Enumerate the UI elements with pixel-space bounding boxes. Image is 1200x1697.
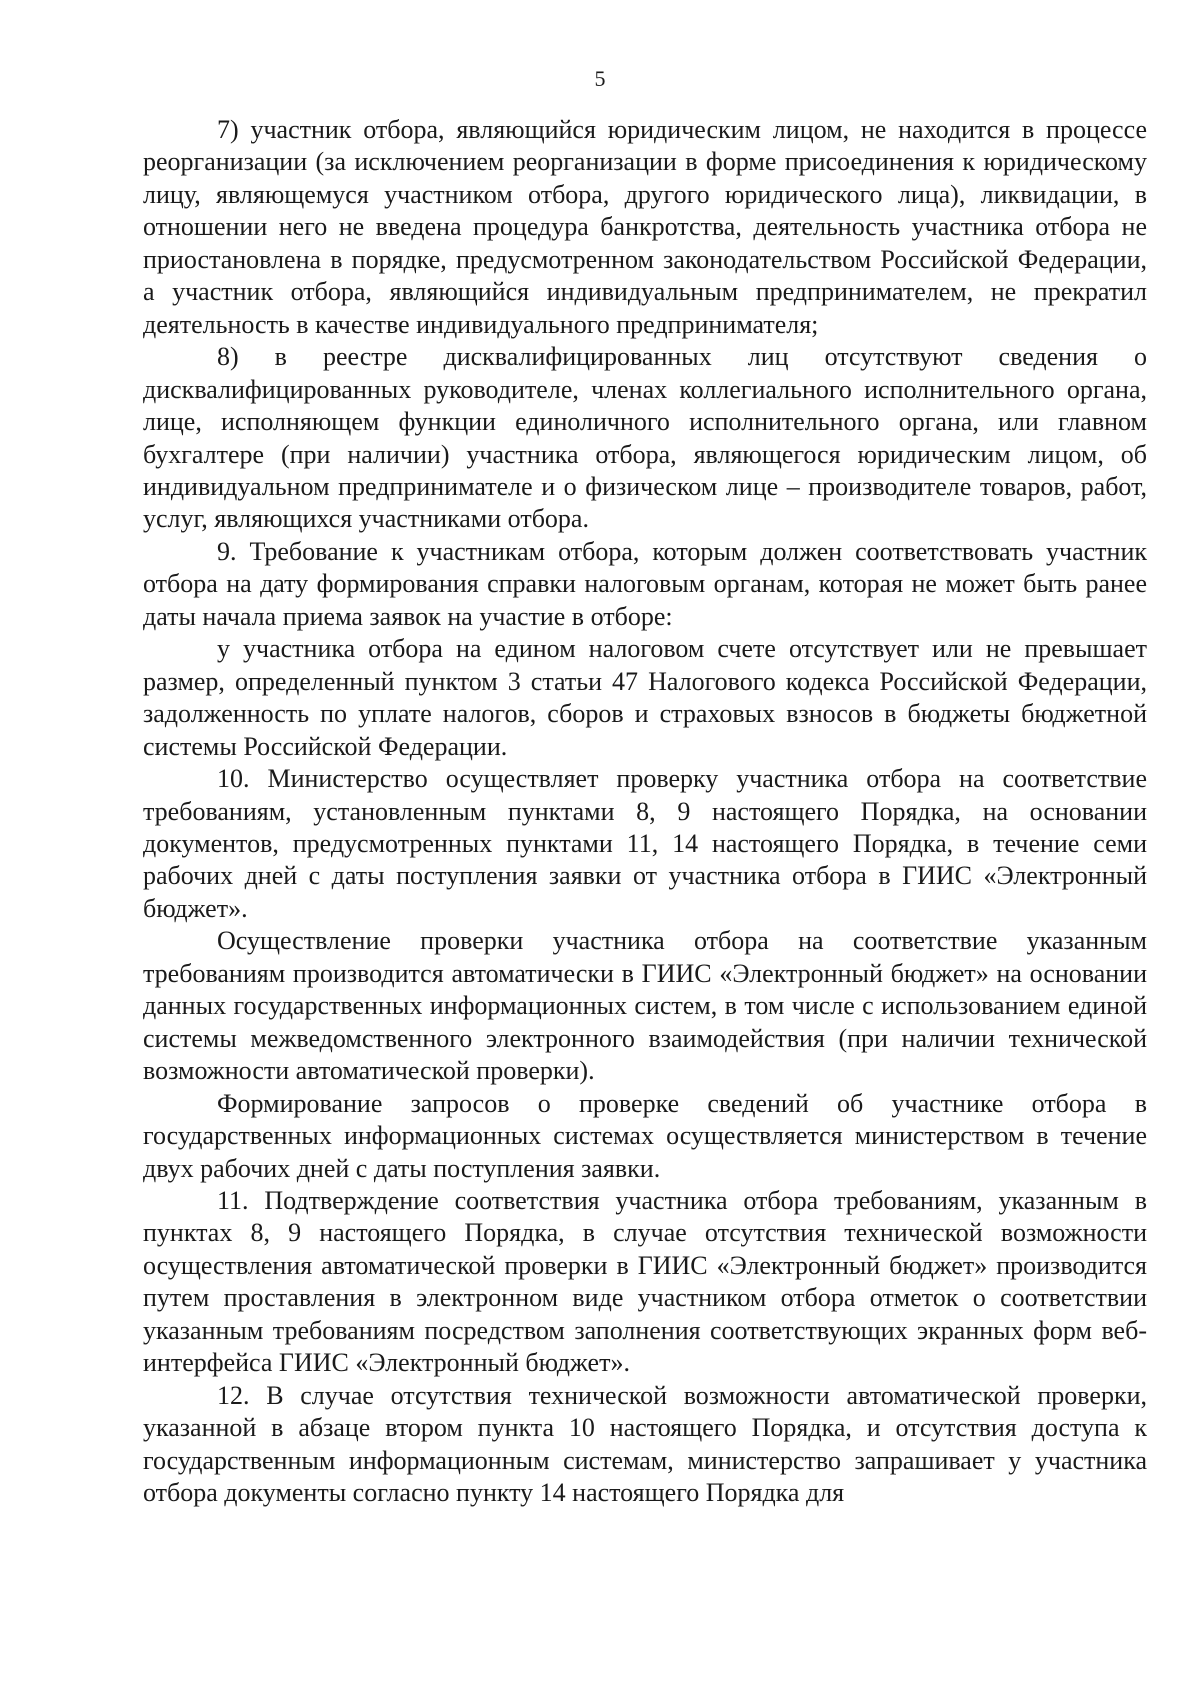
paragraph-clause-10-requests: Формирование запросов о проверке сведений об участнике отбора в государственных информационных системах осуществляется министерством в течение двух рабочих дней с даты поступления заявки. xyxy=(143,1088,1147,1183)
paragraph-clause-9-requirement: у участника отбора на едином налоговом счете отсутствует или не превышает размер, определенный пунктом 3 статьи 47 Налогового кодекса Российской Федерации, задолженность по уплате налогов, сборов и страховых взносов в бюджеты бюджетной системы Российской Федерации. xyxy=(143,634,1147,761)
paragraph-clause-9: 9. Требование к участникам отбора, которым должен соответствовать участник отбора на дату формирования справки налоговым органам, которая не может быть ранее даты начала приема заявок на участие в отборе: xyxy=(143,536,1147,631)
paragraph-clause-11: 11. Подтверждение соответствия участника отбора требованиям, указанным в пунктах 8, 9 настоящего Порядка, в случае отсутствия технической возможности осуществления автоматической проверки в ГИИС «Электронный бюджет» производится путем проставления в электронном виде участником отбора отметок о соответствии указанным требованиям посредством заполнения соответствующих экранных форм веб-интерфейса ГИИС «Электронный бюджет». xyxy=(143,1185,1147,1378)
paragraph-clause-10-automatic-check: Осуществление проверки участника отбора на соответствие указанным требованиям производится автоматически в ГИИС «Электронный бюджет» на основании данных государственных информационных систем, в том числе с использованием единой системы межведомственного электронного взаимодействия (при наличии технической возможности автоматической проверки). xyxy=(143,926,1147,1086)
paragraph-item-7: 7) участник отбора, являющийся юридическим лицом, не находится в процессе реорганизации (за исключением реорганизации в форме присоединения к юридическому лицу, являющемуся участником отбора, другого юридического лица), ликвидации, в отношении него не введена процедура банкротства, деятельность участника отбора не приостановлена в порядке, предусмотренном законодательством Российской Федерации, а участник отбора, являющийся индивидуальным предпринимателем, не прекратил деятельность в качестве индивидуального предпринимателя; xyxy=(143,115,1147,339)
paragraph-item-8: 8) в реестре дисквалифицированных лиц отсутствуют сведения о дисквалифицированных руководителе, членах коллегиального исполнительного органа, лице, исполняющем функции единоличного исполнительного органа, или главном бухгалтере (при наличии) участника отбора, являющегося юридическим лицом, об индивидуальном предпринимателе и о физическом лице – производителе товаров, работ, услуг, являющихся участниками отбора. xyxy=(143,342,1147,534)
document-body xyxy=(143,114,1147,1509)
paragraph-clause-10: 10. Министерство осуществляет проверку участника отбора на соответствие требованиям, установленным пунктами 8, 9 настоящего Порядка, на основании документов, предусмотренных пунктами 11, 14 настоящего Порядка, в течение семи рабочих дней с даты поступления заявки от участника отбора в ГИИС «Электронный бюджет». xyxy=(143,764,1147,923)
paragraph-clause-12: 12. В случае отсутствия технической возможности автоматической проверки, указанной в абзаце втором пункта 10 настоящего Порядка, и отсутствия доступа к государственным информационным системам, министерство запрашивает у участника отбора документы согласно пункту 14 настоящего Порядка для xyxy=(143,1380,1147,1508)
page-number: 5 xyxy=(594,66,606,91)
